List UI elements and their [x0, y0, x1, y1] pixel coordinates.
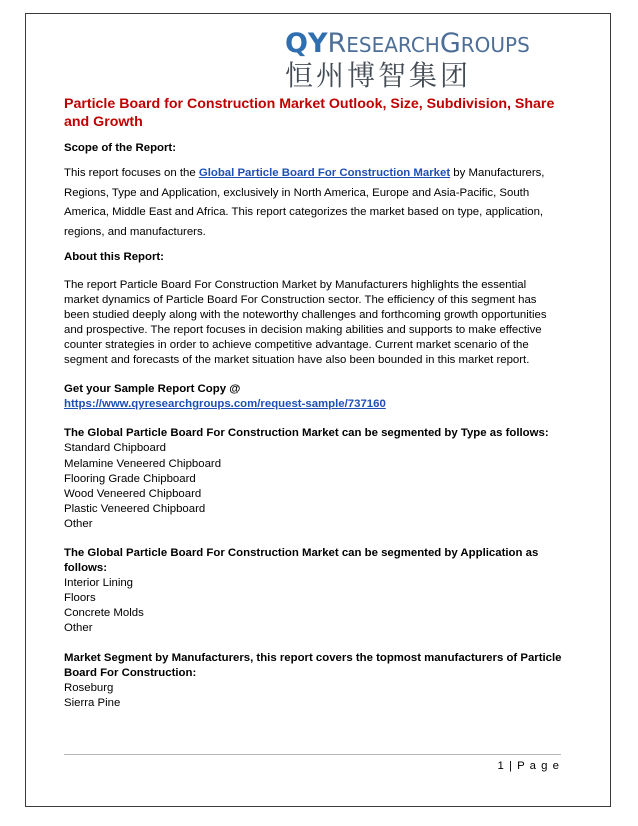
document-body — [64, 95, 564, 711]
list-item: Sierra Pine — [64, 696, 121, 709]
sample-heading: Get your Sample Report Copy @ — [64, 383, 241, 396]
page-footer — [497, 760, 560, 772]
logo-chinese: 恒州博智集团 — [285, 59, 472, 92]
list-item: Wood Veneered Chipboard — [64, 487, 202, 500]
scope-heading: Scope of the Report: — [64, 142, 177, 154]
logo-g: G — [439, 28, 461, 59]
footer-separator: | — [504, 760, 518, 772]
list-item: Interior Lining — [64, 577, 134, 590]
scope-text-post: by Manufacturers, Regions, Type and Application, exclusively in North America, Europe and Asia-Pacific, South America, Middle East and Africa. This report categorizes the market based on type, application, regions, and manufacturers. — [64, 167, 545, 238]
scope-paragraph — [64, 164, 564, 242]
document-title: Particle Board for Construction Market Outlook, Size, Subdivision, Share and Growth — [64, 96, 555, 130]
list-item: Flooring Grade Chipboard — [64, 472, 196, 485]
scope-market-link[interactable]: Global Particle Board For Construction Market — [198, 167, 451, 180]
scope-text-pre: This report focuses on the — [64, 167, 199, 180]
application-list — [64, 576, 564, 636]
list-item: Melamine Veneered Chipboard — [64, 457, 222, 470]
list-item: Plastic Veneered Chipboard — [64, 502, 206, 515]
list-item: Other — [64, 517, 93, 530]
page-number: 1 — [497, 760, 505, 772]
sample-request-link[interactable]: https://www.qyresearchgroups.com/request-sample/737160 — [64, 398, 386, 411]
type-heading: The Global Particle Board For Construction Market can be segmented by Type as follows: — [64, 427, 549, 440]
company-logo — [285, 30, 570, 105]
manufacturers-heading: Market Segment by Manufacturers, this report covers the topmost manufacturers of Particle Board For Construction: — [64, 651, 562, 679]
logo-roups: ROUPS — [460, 33, 530, 57]
about-heading: About this Report: — [64, 251, 164, 264]
sample-link-line — [64, 397, 564, 412]
list-item: Concrete Molds — [64, 607, 144, 620]
list-item: Roseburg — [64, 681, 114, 694]
type-list — [64, 441, 564, 532]
page-label: P a g e — [517, 760, 560, 772]
application-heading: The Global Particle Board For Construction Market can be segmented by Application as follows: — [64, 546, 539, 575]
logo-r: R — [327, 28, 347, 59]
footer-divider — [64, 754, 561, 755]
list-item: Other — [64, 622, 93, 635]
logo-qy: QY — [285, 28, 328, 59]
logo-esearch: ESEARCH — [346, 33, 440, 57]
list-item: Standard Chipboard — [64, 442, 166, 455]
about-paragraph: The report Particle Board For Construction Market by Manufacturers highlights the essential market dynamics of Particle Board For Construction sector. The efficiency of this segment has been studied deeply along with the noteworthy challenges and forthcoming growth opportunities and prospective. The report focuses in decision making abilities and supports to make effective counter strategies in order to achieve competitive advantage. Current market scenario of the segment and forecasts of the market situation have also been bounded in this market report. — [64, 278, 547, 367]
list-item: Floors — [64, 592, 96, 605]
manufacturers-list — [64, 681, 564, 711]
logo-wordmark — [285, 30, 570, 57]
